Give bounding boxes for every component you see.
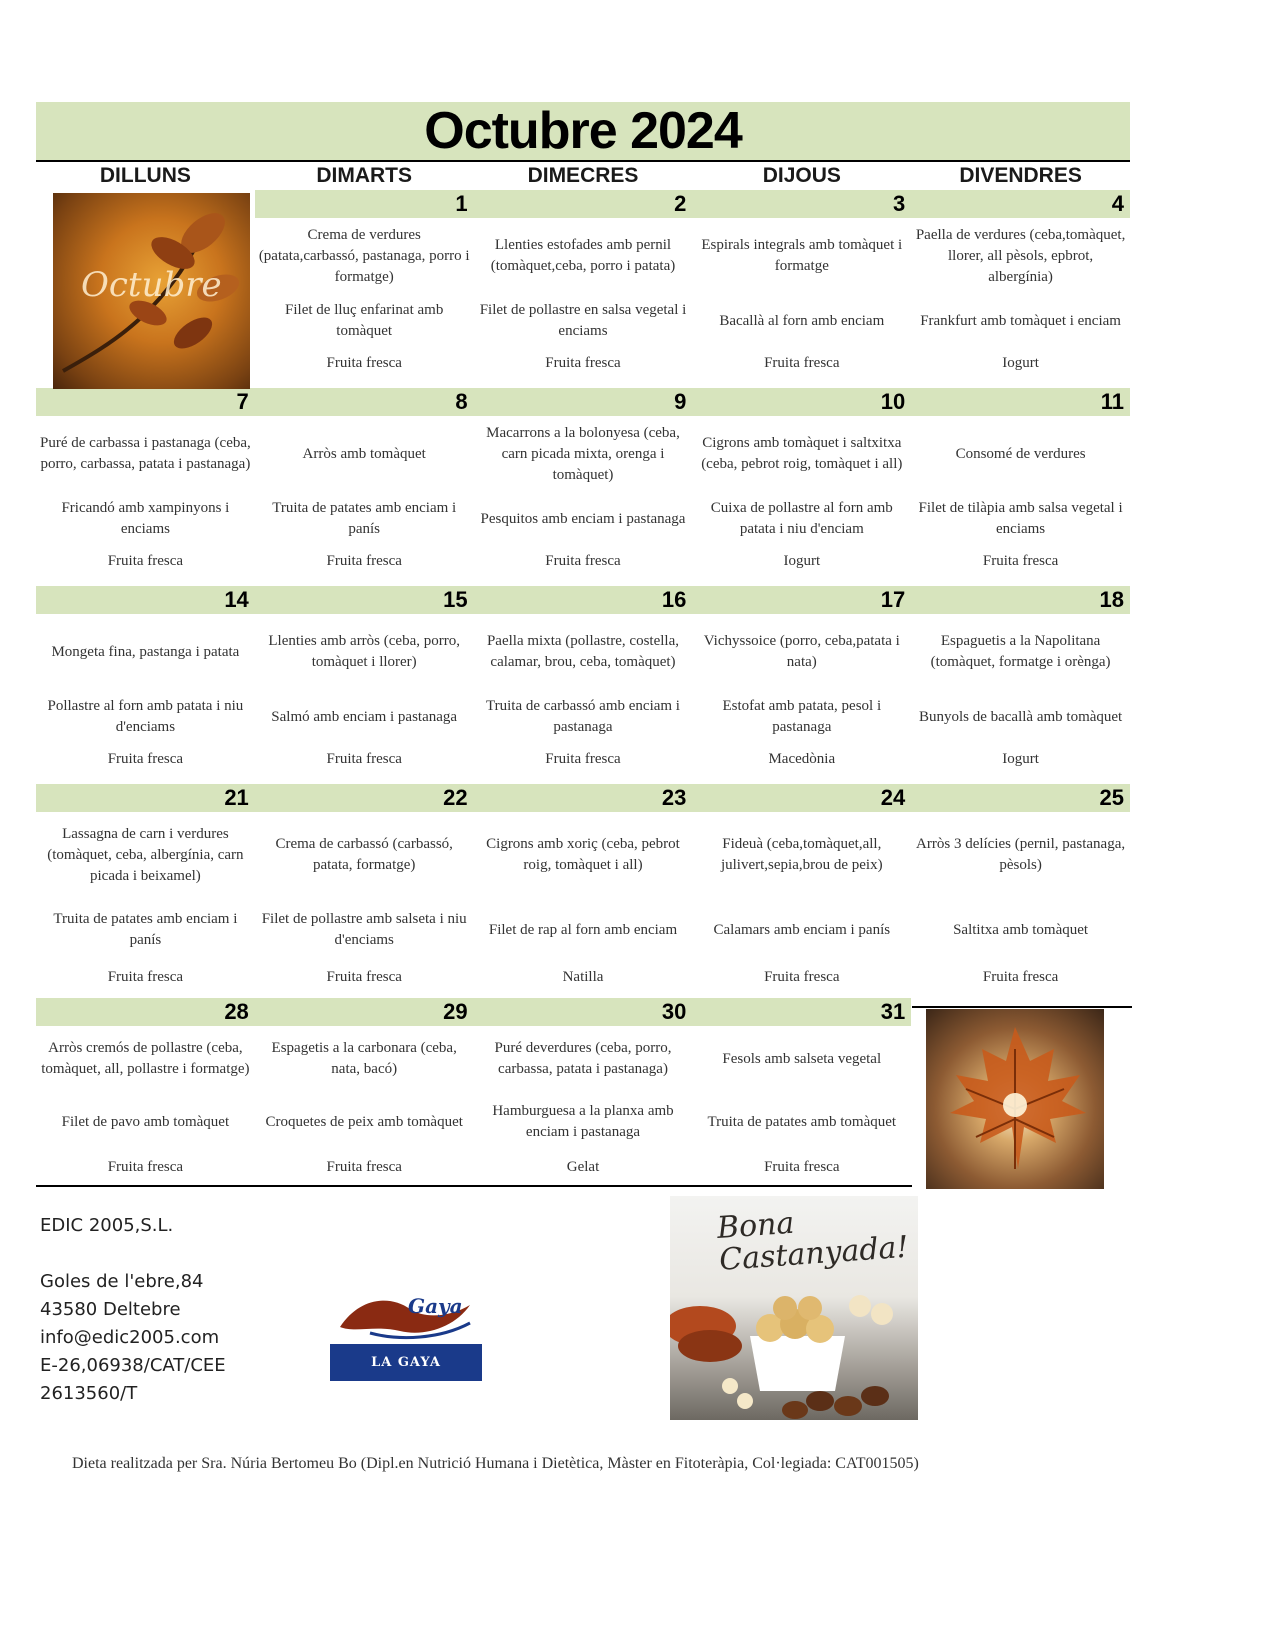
date-number: 11 xyxy=(911,388,1130,416)
date-number: 18 xyxy=(911,586,1130,614)
dessert: Iogurt xyxy=(783,552,821,569)
second-course: Filet de rap al forn amb enciam xyxy=(488,921,678,938)
second-course: Hamburguesa a la planxa amb enciam i pastanaga xyxy=(492,1103,674,1140)
dessert: Fruita fresca xyxy=(545,552,621,569)
day-menu-cell xyxy=(255,218,474,388)
week-row xyxy=(36,586,1130,784)
dessert: Fruita fresca xyxy=(545,354,621,371)
day-menu-cell xyxy=(474,614,693,784)
second-course: Pesquitos amb enciam i pastanaga xyxy=(480,510,686,527)
dessert: Fruita fresca xyxy=(982,968,1059,985)
date-number: 7 xyxy=(36,388,255,416)
day-menu-cell xyxy=(36,812,255,998)
first-course: Espaguetis a la Napolitana (tomàquet, formatge i orènga) xyxy=(930,633,1111,670)
company-name: EDIC 2005,S.L. xyxy=(40,1215,174,1236)
logo-banner-text: LA GAYA CATERING xyxy=(330,1344,482,1381)
day-menu-cell xyxy=(255,416,474,586)
first-course: Espirals integrals amb tomàquet i formatge xyxy=(701,237,903,274)
first-course: Paella mixta (pollastre, costella, calamar, brou, ceba, tomàquet) xyxy=(486,633,679,670)
first-course: Arròs amb tomàquet xyxy=(302,445,426,462)
first-course: Espagetis a la carbonara (ceba, nata, bacó) xyxy=(271,1040,457,1077)
first-course: Cigrons amb xoriç (ceba, pebrot roig, tomàquet i all) xyxy=(486,836,680,873)
second-course: Filet de lluç enfarinat amb tomàquet xyxy=(285,302,444,339)
date-number: 25 xyxy=(911,784,1130,812)
date-number: 14 xyxy=(36,586,255,614)
day-menu-cell xyxy=(692,1026,911,1184)
first-course: Lassagna de carn i verdures (tomàquet, ceba, albergínia, carn picada i beixamel) xyxy=(47,825,244,884)
dessert: Fruita fresca xyxy=(326,750,402,767)
date-number: 10 xyxy=(692,388,911,416)
dessert: Fruita fresca xyxy=(107,552,184,569)
dessert: Macedònia xyxy=(768,750,836,767)
day-menu-cell xyxy=(255,614,474,784)
date-number: 30 xyxy=(474,998,693,1026)
first-course: Puré de carbassa i pastanaga (ceba, porro, carbassa, patata i pastanaga) xyxy=(40,435,251,472)
dessert: Fruita fresca xyxy=(326,552,402,569)
first-course: Mongeta fina, pastanga i patata xyxy=(51,643,240,660)
date-number-row xyxy=(36,388,1130,416)
day-menu-cell xyxy=(474,1026,693,1184)
date-number: 28 xyxy=(36,998,255,1026)
first-course: Cigrons amb tomàquet i saltxitxa (ceba, pebrot roig, tomàquet i all) xyxy=(701,435,903,472)
meals-row xyxy=(36,614,1130,784)
second-course: Croquetes de peix amb tomàquet xyxy=(265,1113,463,1130)
week-row xyxy=(36,388,1130,586)
day-menu-cell xyxy=(911,416,1130,586)
day-menu-cell xyxy=(474,218,693,388)
second-course: Filet de tilàpia amb salsa vegetal i enciams xyxy=(918,500,1123,537)
company-registry: 2613560/T xyxy=(40,1383,138,1404)
date-number: 31 xyxy=(692,998,911,1026)
castanyada-photo xyxy=(670,1196,918,1420)
dessert: Iogurt xyxy=(1002,750,1039,767)
week-row xyxy=(36,784,1130,998)
company-email[interactable]: info@edic2005.com xyxy=(40,1327,220,1348)
second-course: Truita de patates amb tomàquet xyxy=(707,1113,897,1130)
weekday-header xyxy=(36,160,1130,190)
date-number: 17 xyxy=(692,586,911,614)
day-menu-cell xyxy=(474,812,693,998)
divider-line xyxy=(36,1185,912,1187)
date-number-row xyxy=(36,586,1130,614)
date-number: 22 xyxy=(255,784,474,812)
first-course: Llenties estofades amb pernil (tomàquet,ceba, porro i patata) xyxy=(490,237,676,274)
day-menu-cell xyxy=(36,1026,255,1184)
dessert: Natilla xyxy=(562,968,604,985)
first-course: Arròs cremós de pollastre (ceba, tomàquet, all, pollastre i formatge) xyxy=(41,1040,250,1077)
company-registry: E-26,06938/CAT/CEE xyxy=(40,1355,226,1376)
second-course: Fricandó amb xampinyons i enciams xyxy=(61,500,230,537)
day-menu-cell xyxy=(36,614,255,784)
dessert: Gelat xyxy=(566,1158,600,1175)
weekday-label: DIJOUS xyxy=(762,164,841,187)
dietitian-credit: Dieta realitzada per Sra. Núria Bertomeu Bo (Dipl.en Nutrició Humana i Dietètica, Màster en Fitoteràpia, Col·legiada: CAT001505) xyxy=(72,1455,919,1472)
date-number: 4 xyxy=(911,190,1130,218)
date-number: 21 xyxy=(36,784,255,812)
first-course: Crema de carbassó (carbassó, patata, formatge) xyxy=(275,836,453,873)
day-menu-cell xyxy=(474,416,693,586)
dessert: Fruita fresca xyxy=(326,354,402,371)
dessert: Fruita fresca xyxy=(764,968,840,985)
date-number: 2 xyxy=(474,190,693,218)
first-course: Llenties amb arròs (ceba, porro, tomàquet i llorer) xyxy=(268,633,460,670)
day-menu-cell xyxy=(36,416,255,586)
day-menu-cell xyxy=(692,416,911,586)
dessert: Fruita fresca xyxy=(764,1158,840,1175)
dessert: Fruita fresca xyxy=(764,354,840,371)
day-menu-cell xyxy=(255,1026,474,1184)
maple-leaf-photo xyxy=(926,1009,1104,1189)
day-menu-cell xyxy=(911,614,1130,784)
date-number: 29 xyxy=(255,998,474,1026)
second-course: Estofat amb patata, pesol i pastanaga xyxy=(722,698,882,735)
dessert: Fruita fresca xyxy=(107,750,184,767)
second-course: Truita de carbassó amb enciam i pastanaga xyxy=(486,698,680,735)
second-course: Bunyols de bacallà amb tomàquet xyxy=(918,708,1123,725)
second-course: Truita de patates amb enciam i panís xyxy=(272,500,457,537)
day-menu-cell xyxy=(255,812,474,998)
company-address: Goles de l'ebre,84 xyxy=(40,1271,204,1292)
castanyada-greeting: Bona Castanyada! xyxy=(715,1205,910,1278)
first-course: Paella de verdures (ceba,tomàquet, llorer, all pèsols, epbrot, albergínia) xyxy=(915,226,1126,285)
second-course: Frankfurt amb tomàquet i enciam xyxy=(920,312,1121,329)
first-course: Puré deverdures (ceba, porro, carbassa, patata i pastanaga) xyxy=(494,1040,672,1077)
second-course: Calamars amb enciam i panís xyxy=(713,921,891,938)
la-gaya-catering-logo xyxy=(330,1287,482,1407)
october-photo-caption: Octubre xyxy=(81,265,222,305)
dessert: Fruita fresca xyxy=(326,968,402,985)
second-course: Salmó amb enciam i pastanaga xyxy=(271,708,458,725)
date-number: 8 xyxy=(255,388,474,416)
second-course: Bacallà al forn amb enciam xyxy=(719,312,885,329)
day-menu-cell xyxy=(692,614,911,784)
company-city: 43580 Deltebre xyxy=(40,1299,181,1320)
october-leaves-photo xyxy=(53,193,250,389)
date-number: 15 xyxy=(255,586,474,614)
first-course: Macarrons a la bolonyesa (ceba, carn picada mixta, orenga i tomàquet) xyxy=(486,424,680,483)
date-number: 23 xyxy=(474,784,693,812)
weekday-label: DIMECRES xyxy=(527,164,639,187)
day-menu-cell xyxy=(911,218,1130,388)
divider-line xyxy=(912,1006,1132,1008)
dessert: Fruita fresca xyxy=(107,1158,184,1175)
second-course: Filet de pavo amb tomàquet xyxy=(61,1113,230,1130)
first-course: Arròs 3 delícies (pernil, pastanaga, pèsols) xyxy=(916,836,1126,873)
day-menu-cell xyxy=(911,812,1130,998)
dessert: Fruita fresca xyxy=(982,552,1059,569)
first-course: Vichyssoice (porro, ceba,patata i nata) xyxy=(703,633,900,670)
date-number: 24 xyxy=(692,784,911,812)
day-menu-cell xyxy=(692,812,911,998)
dessert: Iogurt xyxy=(1002,354,1039,371)
page-title: Octubre 2024 xyxy=(36,102,1130,160)
dessert: Fruita fresca xyxy=(326,1158,402,1175)
first-course: Crema de verdures (patata,carbassó, pastanaga, porro i formatge) xyxy=(258,226,470,285)
dessert: Fruita fresca xyxy=(107,968,184,985)
first-course: Consomé de verdures xyxy=(955,445,1086,462)
weekday-label: DILLUNS xyxy=(99,164,191,187)
weekday-label: DIVENDRES xyxy=(959,164,1082,187)
second-course: Filet de pollastre en salsa vegetal i enciams xyxy=(479,302,687,339)
date-number: 16 xyxy=(474,586,693,614)
day-menu-cell xyxy=(692,218,911,388)
meals-row xyxy=(36,812,1130,998)
second-course: Saltitxa amb tomàquet xyxy=(953,921,1089,938)
weekday-label: DIMARTS xyxy=(316,164,413,187)
date-number-row xyxy=(36,784,1130,812)
company-info xyxy=(40,1212,226,1408)
first-course: Fesols amb salseta vegetal xyxy=(722,1050,882,1067)
date-number: 1 xyxy=(255,190,474,218)
dessert: Fruita fresca xyxy=(545,750,621,767)
date-number: 9 xyxy=(474,388,693,416)
meals-row xyxy=(36,416,1130,586)
first-course: Fideuà (ceba,tomàquet,all, julivert,sepia,brou de peix) xyxy=(720,836,883,873)
svg-text:Gaya: Gaya xyxy=(408,1294,463,1318)
second-course: Pollastre al forn amb patata i niu d'enciams xyxy=(47,698,244,735)
date-number: 3 xyxy=(692,190,911,218)
second-course: Filet de pollastre amb salseta i niu d'enciams xyxy=(261,911,467,948)
second-course: Cuixa de pollastre al forn amb patata i niu d'enciam xyxy=(710,500,893,537)
second-course: Truita de patates amb enciam i panís xyxy=(53,911,238,948)
